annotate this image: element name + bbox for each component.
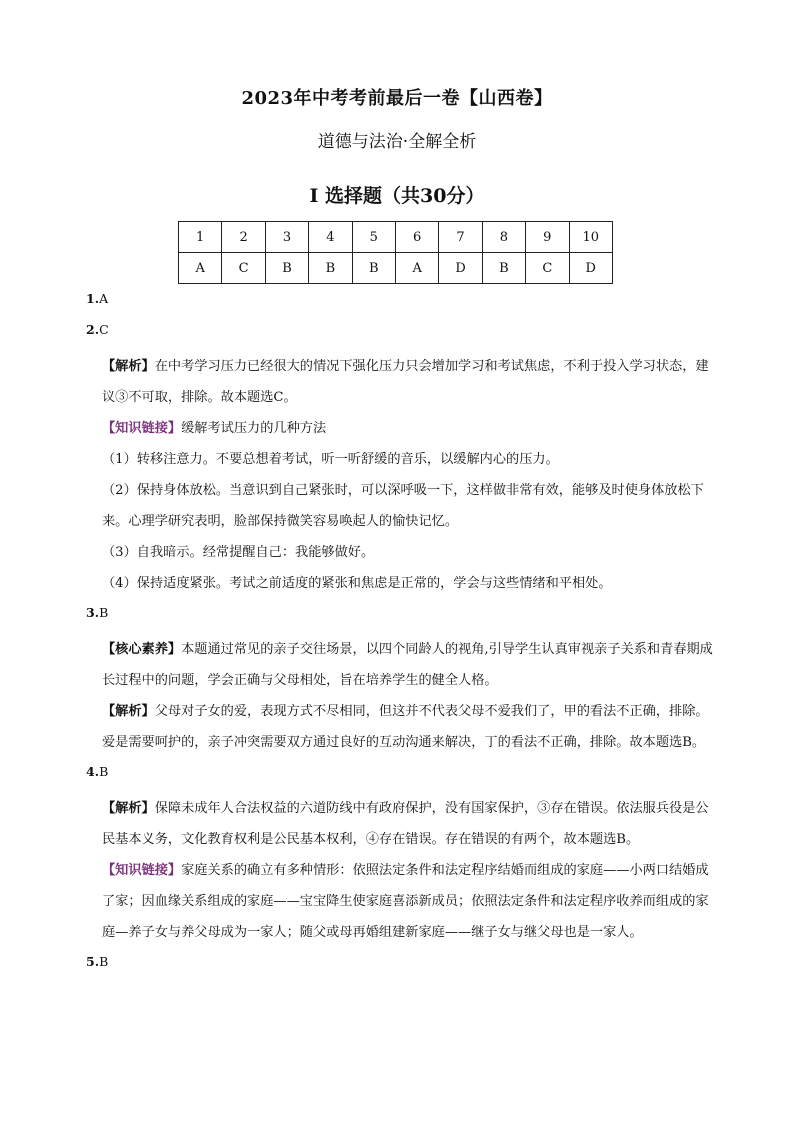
q2-method-item: （3）自我暗示。经常提醒自己：我能够做好。 <box>102 545 375 560</box>
question-number-cell: 5 <box>352 222 395 253</box>
knowledge-link-tag: 【知识链接】 <box>102 421 182 436</box>
answer-table <box>178 221 613 284</box>
answer-cell: C <box>222 253 265 284</box>
core-literacy-tag: 【核心素养】 <box>102 642 182 657</box>
analysis-text: 保障未成年人合法权益的六道防线中有政府保护，没有国家保护，③存在错误。依法服兵役是公民基本义务，文化教育权利是公民基本权利，④存在错误。存在错误的有两个，故本题选B。 <box>102 801 709 847</box>
question-answer: B <box>99 764 109 779</box>
question-number: 3. <box>86 605 100 620</box>
q2-method-item: （2）保持身体放松。当意识到自己紧张时，可以深呼吸一下，这样做非常有效，能够及时使身体放松下来。心理学研究表明，脸部保持微笑容易唤起人的愉快记忆。 <box>102 483 704 529</box>
answer-cell: D <box>439 253 482 284</box>
question-answer: C <box>99 322 109 337</box>
analysis-text: 父母对子女的爱，表现方式不尽相同，但这并不代表父母不爱我们了，甲的看法不正确，排除。爱是需要呵护的，亲子冲突需要双方通过良好的互动沟通来解决，丁的看法不正确，排除。故本题选B。 <box>102 704 709 750</box>
question-2-header <box>86 320 716 340</box>
knowledge-link-text: 家庭关系的确立有多种情形：依照法定条件和法定程序结婚而组成的家庭——小两口结婚成了家；因血缘关系组成的家庭——宝宝降生使家庭喜添新成员；依照法定条件和法定程序收养而组成的家庭—养子女与养父母成为一家人；随父或母再婚组建新家庭——继子女与继父母也是一家人。 <box>102 863 709 940</box>
question-number-cell: 9 <box>526 222 569 253</box>
answer-cell: C <box>526 253 569 284</box>
question-1-header <box>86 289 716 309</box>
analysis-tag: 【解析】 <box>102 704 155 719</box>
question-number: 1. <box>86 291 100 306</box>
question-number: 4. <box>86 764 100 779</box>
question-number: 2. <box>86 322 100 337</box>
answer-cell: D <box>569 253 612 284</box>
document-subtitle: 道德与法治·全解全析 <box>317 132 477 152</box>
question-answer: A <box>99 291 109 306</box>
question-4-header <box>86 762 716 782</box>
core-literacy-text: 本题通过常见的亲子交往场景，以四个同龄人的视角,引导学生认真审视亲子关系和青春期成长过程中的问题，学会正确与父母相处，旨在培养学生的健全人格。 <box>102 642 713 688</box>
q2-knowledge-link <box>102 413 716 444</box>
question-number-cell: 3 <box>265 222 308 253</box>
analysis-tag: 【解析】 <box>102 801 155 816</box>
answer-table-number-row <box>179 222 613 253</box>
answer-cell: B <box>309 253 352 284</box>
question-number-cell: 1 <box>179 222 222 253</box>
solutions-body <box>86 289 716 983</box>
answer-cell: B <box>352 253 395 284</box>
answer-cell: A <box>395 253 438 284</box>
document-title: 2023年中考考前最后一卷【山西卷】 <box>241 88 553 109</box>
q3-analysis <box>102 696 716 758</box>
question-5-header <box>86 952 716 972</box>
q4-knowledge-link <box>102 855 716 948</box>
answer-cell: B <box>265 253 308 284</box>
question-number-cell: 6 <box>395 222 438 253</box>
analysis-tag: 【解析】 <box>102 359 155 374</box>
section-heading: Ⅰ 选择题（共30分） <box>309 185 485 207</box>
q2-method-item: （4）保持适度紧张。考试之前适度的紧张和焦虑是正常的，学会与这些情绪和平相处。 <box>102 576 612 591</box>
knowledge-link-tag: 【知识链接】 <box>102 863 182 878</box>
question-answer: B <box>99 605 109 620</box>
question-number-cell: 7 <box>439 222 482 253</box>
question-3-header <box>86 603 716 623</box>
q3-core-literacy <box>102 634 716 696</box>
answer-cell: B <box>482 253 525 284</box>
question-number-cell: 2 <box>222 222 265 253</box>
q4-analysis <box>102 793 716 855</box>
q2-analysis <box>102 351 716 413</box>
analysis-text: 在中考学习压力已经很大的情况下强化压力只会增加学习和考试焦虑，不利于投入学习状态，建议③不可取，排除。故本题选C。 <box>102 359 709 405</box>
knowledge-link-text: 缓解考试压力的几种方法 <box>181 421 327 436</box>
question-number-cell: 4 <box>309 222 352 253</box>
answer-cell: A <box>179 253 222 284</box>
q2-method-item: （1）转移注意力。不要总想着考试，听一听舒缓的音乐，以缓解内心的压力。 <box>102 452 559 467</box>
question-answer: B <box>99 954 109 969</box>
answer-table-answer-row <box>179 253 613 284</box>
question-number-cell: 10 <box>569 222 612 253</box>
question-number-cell: 8 <box>482 222 525 253</box>
question-number: 5. <box>86 954 100 969</box>
